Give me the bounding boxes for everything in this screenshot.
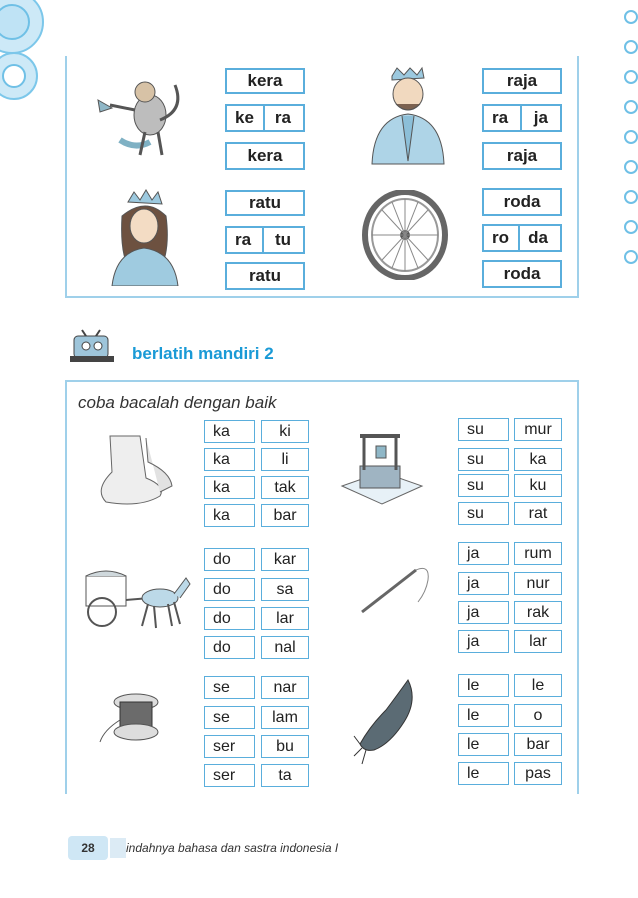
syllable-box-kera <box>225 104 305 132</box>
syllable-box-raja <box>482 104 562 132</box>
syllable-right: nal <box>261 636 309 659</box>
syllable-left: se <box>204 706 255 729</box>
section-title: berlatih mandiri 2 <box>132 344 274 363</box>
answer-box-raja: raja <box>482 142 562 170</box>
syllable-left: do <box>204 548 255 571</box>
needle-illustration <box>356 562 436 618</box>
syllable-left: ser <box>204 764 255 787</box>
syllable-right: o <box>514 704 562 727</box>
decorative-rings <box>0 0 70 110</box>
syllable: ra <box>492 108 509 127</box>
syllable-left: se <box>204 676 255 699</box>
syllable: tu <box>274 230 291 249</box>
answer-box-ratu: ratu <box>225 262 305 290</box>
word-box-raja: raja <box>482 68 562 94</box>
syllable-box-ratu <box>225 226 305 254</box>
syllable-right: ta <box>261 764 309 787</box>
syllable-right: nar <box>261 676 309 699</box>
foot-illustration <box>90 432 180 510</box>
answer-box-roda: roda <box>482 260 562 288</box>
syllable: ja <box>533 108 548 127</box>
monkey-illustration <box>90 70 190 160</box>
syllable-left: ja <box>458 601 509 624</box>
syllable-left: do <box>204 578 255 601</box>
robot-mascot-icon <box>68 326 118 366</box>
syllable-right: bu <box>261 735 309 758</box>
syllable-right: le <box>514 674 562 697</box>
syllable: ra <box>235 230 252 249</box>
syllable-right: lam <box>261 706 309 729</box>
syllable-right: ku <box>514 474 562 497</box>
syllable-left: ka <box>204 476 255 499</box>
syllable-right: lar <box>261 607 309 630</box>
syllable-box-roda <box>482 224 562 252</box>
word-box-kera: kera <box>225 68 305 94</box>
syllable-right: ki <box>261 420 309 443</box>
syllable-right: ka <box>514 448 562 471</box>
syllable-left: ka <box>204 420 255 443</box>
syllable-left: su <box>458 502 509 525</box>
horse-cart-illustration <box>80 566 192 636</box>
syllable-right: pas <box>514 762 562 785</box>
syllable-left: do <box>204 636 255 659</box>
well-illustration <box>336 424 426 512</box>
syllable-left: su <box>458 418 509 441</box>
syllable-right: rak <box>514 601 562 624</box>
syllable-left: su <box>458 448 509 471</box>
word-box-ratu: ratu <box>225 190 305 216</box>
syllable-right: rat <box>514 502 562 525</box>
syllable-left: ja <box>458 542 509 565</box>
syllable-left: le <box>458 762 509 785</box>
wheel-illustration <box>362 190 448 280</box>
syllable-right: sa <box>261 578 309 601</box>
king-illustration <box>362 66 452 166</box>
answer-box-kera: kera <box>225 142 305 170</box>
syllable: ro <box>492 228 509 247</box>
syllable-left: ka <box>204 504 255 527</box>
syllable-right: kar <box>261 548 309 571</box>
syllable-left: do <box>204 607 255 630</box>
instruction-text: coba bacalah dengan baik <box>78 393 277 412</box>
thread-spool-illustration <box>96 690 166 748</box>
syllable-right: lar <box>514 630 562 653</box>
syllable-right: tak <box>261 476 309 499</box>
syllable-left: le <box>458 704 509 727</box>
syllable-left: ja <box>458 572 509 595</box>
word-box-roda: roda <box>482 188 562 216</box>
catfish-illustration <box>352 676 428 766</box>
syllable-left: ja <box>458 630 509 653</box>
syllable-left: ka <box>204 448 255 471</box>
syllable-right: bar <box>514 733 562 756</box>
book-title: indahnya bahasa dan sastra indonesia I <box>126 841 339 855</box>
syllable-right: bar <box>261 504 309 527</box>
syllable-left: ser <box>204 735 255 758</box>
syllable-right: nur <box>514 572 562 595</box>
syllable-left: le <box>458 674 509 697</box>
page-number: 28 <box>68 836 108 860</box>
footer-bar <box>110 838 126 858</box>
syllable-right: mur <box>514 418 562 441</box>
syllable: ra <box>274 108 291 127</box>
syllable: da <box>528 228 548 247</box>
syllable-right: rum <box>514 542 562 565</box>
decorative-right-rings <box>618 0 638 898</box>
queen-illustration <box>100 186 190 286</box>
syllable: ke <box>235 108 254 127</box>
syllable-left: su <box>458 474 509 497</box>
syllable-left: le <box>458 733 509 756</box>
syllable-right: li <box>261 448 309 471</box>
